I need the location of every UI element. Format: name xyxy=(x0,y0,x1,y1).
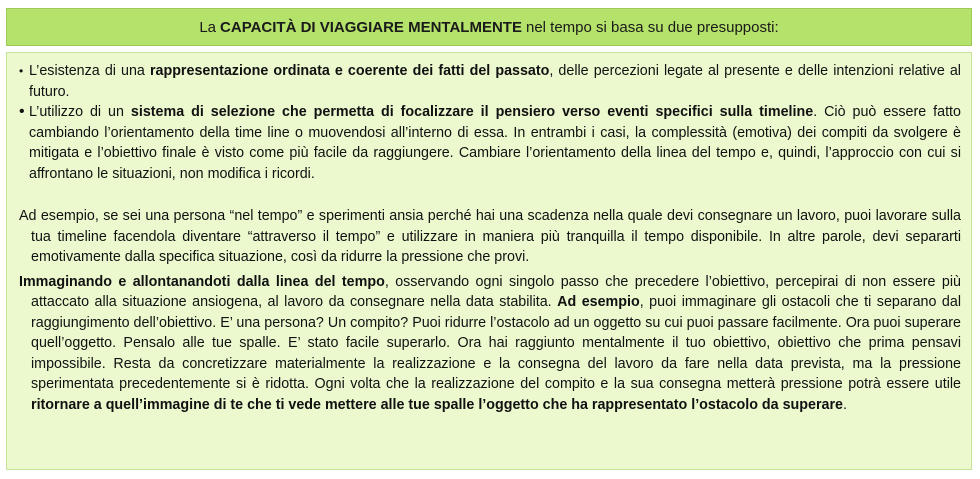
header-bar xyxy=(6,8,972,46)
header-strong: CAPACITÀ DI VIAGGIARE MENTALMENTE xyxy=(220,18,522,36)
content-box xyxy=(6,52,972,470)
bullet-text-2: L’utilizzo di un sistema di selezione che permetta di focalizzare il pensiero verso eventi specifici sulla timeline. Ciò può essere fatto cambiando l’orientamento della time line o muovendosi all’interno di essa. In entrambi i casi, la complessità (emotiva) dei compiti da svolgere è mitigata e l’obiettivo finale è visto come più facile da raggiungere. Cambiare l’orientamento della linea del tempo e, quindi, l’approccio con cui si affrontano le situazioni, non modifica i ricordi. xyxy=(29,104,961,182)
bullet-icon: • xyxy=(19,64,24,78)
bullet-item-2 xyxy=(19,102,961,184)
header-prefix: La xyxy=(199,18,217,36)
bullet-text-1: L’esistenza di una rappresentazione ordinata e coerente dei fatti del passato, delle percezioni legate al presente e delle intenzioni relative al futuro. xyxy=(29,63,961,100)
example-paragraph: Ad esempio, se sei una persona “nel tempo” e sperimenti ansia perché hai una scadenza nella quale devi consegnare un lavoro, puoi lavorare sulla tua timeline facendola diventare “attraverso il tempo” e utilizzare in maniera più tranquilla il tempo disponibile. In altre parole, devi separarti emotivamente dalla specifica situazione, così da ridurre la pressione che provi. xyxy=(19,208,961,265)
spacer xyxy=(19,184,961,206)
final-paragraph: Immaginando e allontanandoti dalla linea del tempo, osservando ogni singolo passo che precedere l’obiettivo, percepirai di non essere più attaccato alla situazione ansiogena, al lavoro da consegnare nella data stabilita. Ad esempio, puoi immaginare gli ostacoli che ti separano dal raggiungimento dell’obiettivo. E’ una persona? Un compito? Puoi ridurre l’ostacolo ad un oggetto su cui puoi passare facilmente. Ora puoi superare quell’oggetto. Pensalo alle tue spalle. E’ stato facile superarlo. Ora hai raggiunto mentalmente il tuo obiettivo, obiettivo che prima pensavi impossibile. Resta da concretizzare materialmente la realizzazione e la consegna del lavoro da fare nella data prevista, ma la pressione sperimentata precedentemente si è ridotta. Ogni volta che la realizzazione del compito e la sua consegna metterà pressione potrà essere utile ritornare a quell’immagine di te che ti vede mettere alle tue spalle l’oggetto che ha rappresentato l’ostacolo da superare. xyxy=(19,273,961,413)
header-suffix: nel tempo si basa su due presupposti: xyxy=(525,18,779,36)
bullet-item-1 xyxy=(19,61,961,102)
slide xyxy=(6,8,972,470)
bullet-icon: • xyxy=(19,103,25,120)
